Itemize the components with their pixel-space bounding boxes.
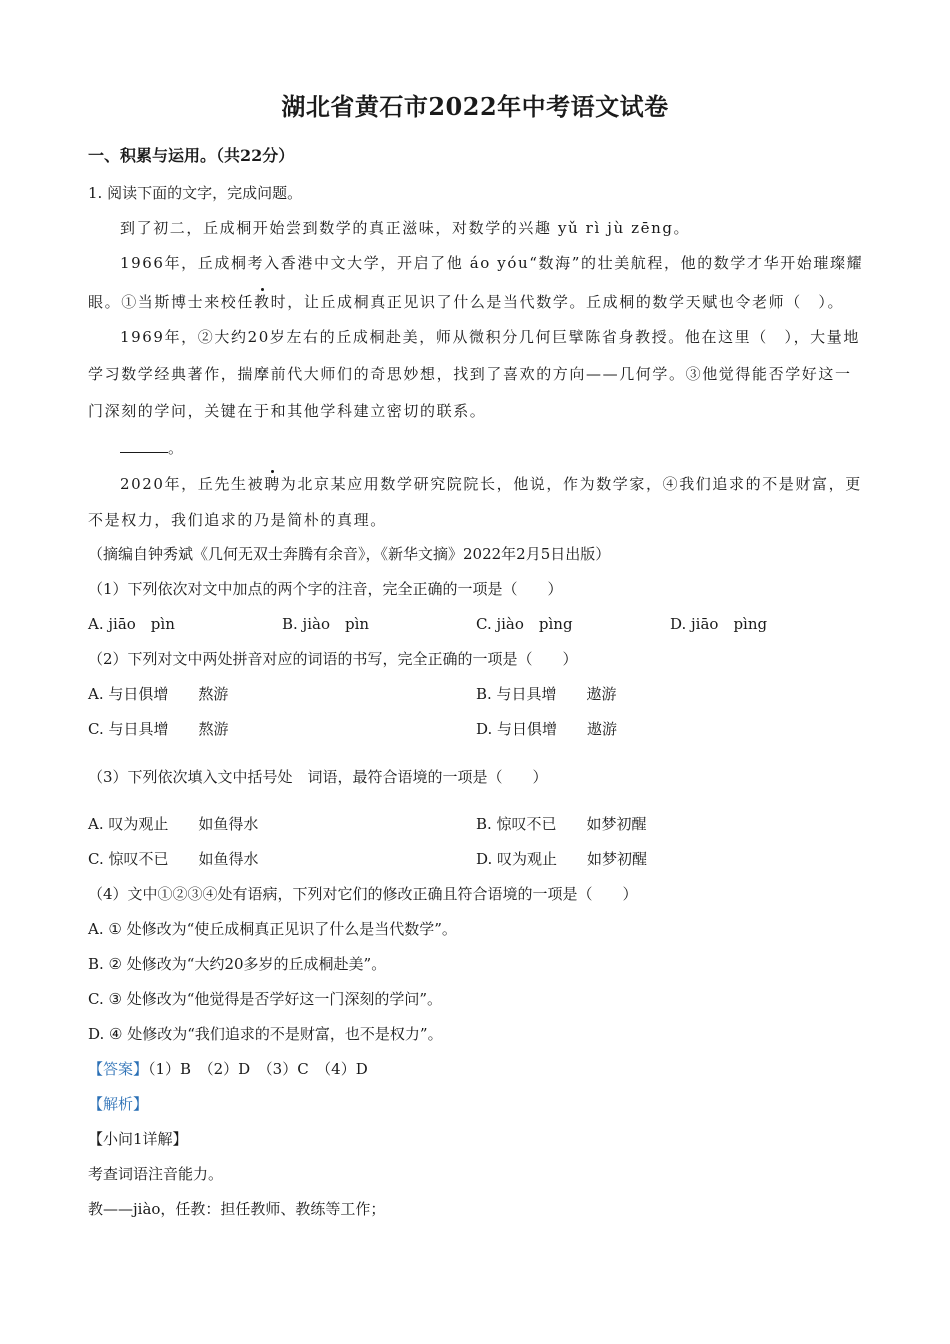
passage-paragraph-3-line-1: 1969年，②大约20岁左右的丘成桐赴美，师从微积分几何巨擘陈省身教授。他在这里（ ），大量地	[120, 328, 860, 346]
q1-4-option-b: B. ② 处修改为“大约20多岁的丘成桐赴美”。	[88, 955, 387, 973]
answer-text: （1）B （2）D （3）C （4）D	[148, 1060, 368, 1078]
q1-3-option-b: B. 惊叹不已 如梦初醒	[476, 815, 647, 833]
passage-paragraph-3-line-2: 学习数学经典著作，揣摩前代大师们的奇思妙想，找到了喜欢的方向——几何学。③他觉得能否学好这一	[88, 365, 852, 383]
q1-2-option-a: A. 与日俱增 熬游	[88, 685, 229, 703]
q1-4-option-c: C. ③ 处修改为“他觉得是否学好这一门深刻的学问”。	[88, 990, 443, 1008]
passage-text: 眼。①当斯博士来校任	[88, 293, 255, 311]
q1-4-option-d: D. ④ 处修改为“我们追求的不是财富，也不是权力”。	[88, 1025, 443, 1043]
question-1-2-stem: （2）下列对文中两处拼音对应的词语的书写，完全正确的一项是（ ）	[88, 650, 578, 668]
passage-source: （摘编自钟秀斌《几何无双士奔腾有余音》，《新华文摘》2022年2月5日出版）	[88, 545, 611, 563]
analysis-tag: 【解析】	[88, 1095, 149, 1113]
passage-blank-line	[120, 438, 183, 458]
passage-paragraph-2-line-2	[88, 292, 844, 312]
q1-3-option-d: D. 叹为观止 如梦初醒	[476, 850, 648, 868]
q1-2-option-c: C. 与日具增 熬游	[88, 720, 229, 738]
passage-paragraph-1: 到了初二，丘成桐开始尝到数学的真正滋味，对数学的兴趣 yǔ rì jù zēng。	[120, 219, 691, 237]
question-1-1-stem: （1）下列依次对文中加点的两个字的注音，完全正确的一项是（ ）	[88, 580, 563, 598]
q1-2-option-b: B. 与日具增 遨游	[476, 685, 617, 703]
passage-paragraph-4-line-2: 不是权力，我们追求的乃是简朴的真理。	[88, 511, 387, 529]
answer-line	[88, 1059, 368, 1079]
section-heading: 一、积累与运用。（共22分）	[88, 146, 295, 165]
answer-tag: 【答案】	[88, 1060, 149, 1078]
passage-paragraph-2-line-1: 1966年，丘成桐考入香港中文大学，开启了他 áo yóu“数海”的壮美航程，他的数学才华开始璀璨耀	[120, 254, 864, 272]
question-1-4-stem: （4）文中①②③④处有语病，下列对它们的修改正确且符合语境的一项是（ ）	[88, 885, 638, 903]
passage-paragraph-4-line-1	[120, 474, 862, 494]
analysis-line-2: 教——jiào，任教：担任教师、教练等工作；	[88, 1200, 386, 1218]
page-title: 湖北省黄石市2022年中考语文试卷	[281, 92, 669, 121]
q1-1-option-d: D. jiāo pìng	[670, 615, 768, 633]
dotted-character: 教	[254, 293, 271, 311]
question-1-3-stem: （3）下列依次填入文中括号处 词语，最符合语境的一项是（ ）	[88, 768, 548, 786]
analysis-subheading: 【小问1详解】	[88, 1130, 188, 1148]
q1-1-option-b: B. jiào pìn	[282, 615, 370, 633]
passage-text: 为北京某应用数学研究院院长，他说，作为数学家，④我们追求的不是财富，更	[280, 475, 862, 493]
question-intro: 1. 阅读下面的文字，完成问题。	[88, 184, 303, 202]
q1-3-option-a: A. 叹为观止 如鱼得水	[88, 815, 259, 833]
q1-2-option-d: D. 与日俱增 遨游	[476, 720, 618, 738]
q1-1-option-a: A. jiāo pìn	[88, 615, 175, 633]
q1-1-option-c: C. jiào pìng	[476, 615, 573, 633]
analysis-line-1: 考查词语注音能力。	[88, 1165, 224, 1183]
passage-text: 时，让丘成桐真正见识了什么是当代数学。丘成桐的数学天赋也令老师（ ）。	[270, 293, 845, 311]
q1-4-option-a: A. ① 处修改为“使丘成桐真正见识了什么是当代数学”。	[88, 920, 457, 938]
q1-3-option-c: C. 惊叹不已 如鱼得水	[88, 850, 259, 868]
blank-period: 。	[168, 439, 184, 457]
fill-in-blank	[120, 438, 168, 453]
passage-paragraph-3-line-3: 门深刻的学问，关键在于和其他学科建立密切的联系。	[88, 402, 487, 420]
passage-text: 2020年，丘先生被	[120, 475, 265, 493]
dotted-character: 聘	[264, 475, 281, 493]
